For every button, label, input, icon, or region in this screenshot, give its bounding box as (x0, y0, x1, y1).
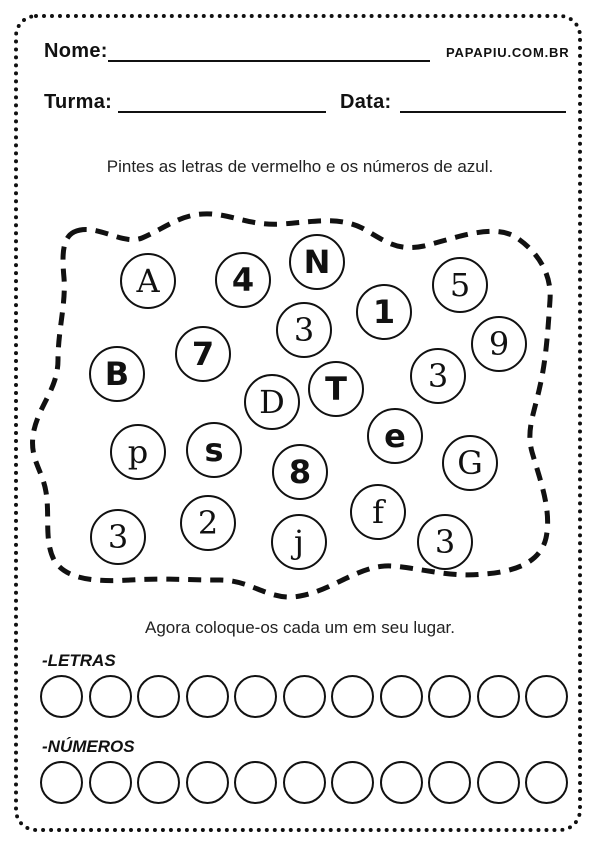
bubble-number-7[interactable]: 7 (175, 326, 231, 382)
letter-answer-circle[interactable] (525, 675, 568, 718)
number-answer-circle[interactable] (186, 761, 229, 804)
number-answer-circle[interactable] (380, 761, 423, 804)
class-label: Turma: (44, 91, 113, 113)
letters-answer-row (40, 675, 568, 718)
letters-section-label: -LETRAS (42, 651, 116, 670)
bubble-letter-p[interactable]: p (110, 424, 166, 480)
bubble-letter-B[interactable]: B (89, 346, 145, 402)
bubble-number-8[interactable]: 8 (272, 444, 328, 500)
bubble-number-4[interactable]: 4 (215, 252, 271, 308)
numbers-answer-row (40, 761, 568, 804)
letter-answer-circle[interactable] (428, 675, 471, 718)
bubble-number-1[interactable]: 1 (356, 284, 412, 340)
number-answer-circle[interactable] (89, 761, 132, 804)
name-label: Nome: (44, 40, 108, 62)
number-answer-circle[interactable] (477, 761, 520, 804)
letter-answer-circle[interactable] (89, 675, 132, 718)
bubble-number-2[interactable]: 2 (180, 495, 236, 551)
bubble-letter-N[interactable]: N (289, 234, 345, 290)
letter-answer-circle[interactable] (283, 675, 326, 718)
letter-answer-circle[interactable] (40, 675, 83, 718)
letter-answer-circle[interactable] (477, 675, 520, 718)
bubble-letter-A[interactable]: A (120, 253, 176, 309)
bubble-number-3[interactable]: 3 (410, 348, 466, 404)
number-answer-circle[interactable] (234, 761, 277, 804)
number-answer-circle[interactable] (331, 761, 374, 804)
bubble-number-3[interactable]: 3 (90, 509, 146, 565)
number-answer-circle[interactable] (137, 761, 180, 804)
number-answer-circle[interactable] (428, 761, 471, 804)
color-instruction: Pintes as letras de vermelho e os números de azul. (106, 157, 494, 176)
letter-answer-circle[interactable] (186, 675, 229, 718)
bubble-letter-f[interactable]: f (350, 484, 406, 540)
bubble-number-3[interactable]: 3 (417, 514, 473, 570)
placement-instruction: Agora coloque-os cada um em seu lugar. (145, 618, 455, 637)
letter-answer-circle[interactable] (137, 675, 180, 718)
bubble-letter-e[interactable]: e (367, 408, 423, 464)
bubble-number-9[interactable]: 9 (471, 316, 527, 372)
site-label: PAPAPIU.COM.BR (446, 45, 570, 60)
bubble-number-5[interactable]: 5 (432, 257, 488, 313)
bubble-letter-D[interactable]: D (244, 374, 300, 430)
bubble-letter-j[interactable]: j (271, 514, 327, 570)
date-label: Data: (340, 91, 392, 113)
bubble-letter-T[interactable]: T (308, 361, 364, 417)
number-answer-circle[interactable] (283, 761, 326, 804)
letter-answer-circle[interactable] (331, 675, 374, 718)
number-answer-circle[interactable] (40, 761, 83, 804)
letter-answer-circle[interactable] (234, 675, 277, 718)
bubble-letter-s[interactable]: s (186, 422, 242, 478)
bubble-number-3[interactable]: 3 (276, 302, 332, 358)
numbers-section-label: -NÚMEROS (42, 737, 135, 756)
letter-answer-circle[interactable] (380, 675, 423, 718)
number-answer-circle[interactable] (525, 761, 568, 804)
bubble-letter-G[interactable]: G (442, 435, 498, 491)
